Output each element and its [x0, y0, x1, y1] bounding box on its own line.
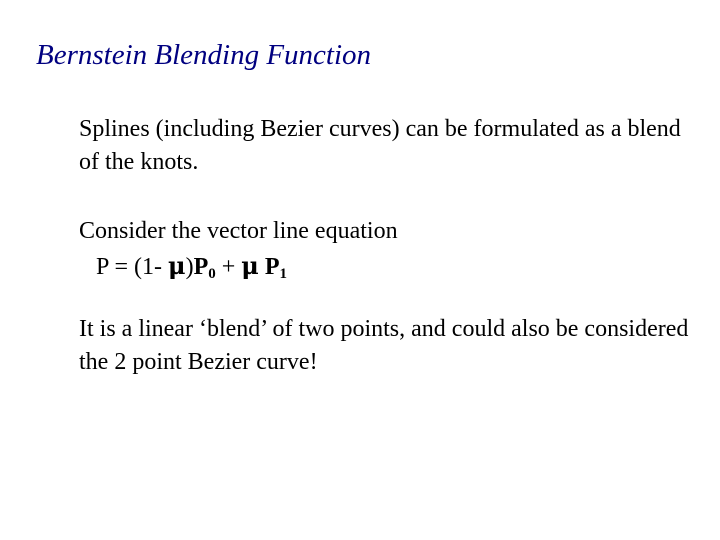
spacer: [79, 179, 699, 215]
mu-symbol: μ: [167, 251, 186, 280]
slide-body: [79, 113, 699, 379]
p0-letter: P: [193, 254, 209, 280]
equation-plus: +: [215, 254, 242, 280]
point-p0: [194, 254, 216, 280]
line-equation: [96, 249, 699, 284]
slide-title: Bernstein Blending Function: [36, 39, 372, 71]
p1-subscript: 1: [279, 266, 288, 282]
equation-lhs: P =: [96, 254, 134, 280]
mu-symbol-2: μ: [241, 251, 259, 280]
equation-open: (1-: [134, 254, 168, 280]
point-p1: [259, 254, 287, 280]
paragraph-linear-blend: It is a linear ‘blend’ of two points, and could also be considered the 2 point Bezier curve!: [79, 316, 689, 375]
spacer: [79, 284, 699, 313]
p1-letter: P: [258, 254, 280, 280]
p0-subscript: 0: [208, 266, 216, 282]
paragraph-consider: Consider the vector line equation: [79, 218, 398, 244]
equation-close: ): [185, 254, 194, 280]
paragraph-splines: Splines (including Bezier curves) can be formulated as a blend of the knots.: [79, 116, 681, 175]
